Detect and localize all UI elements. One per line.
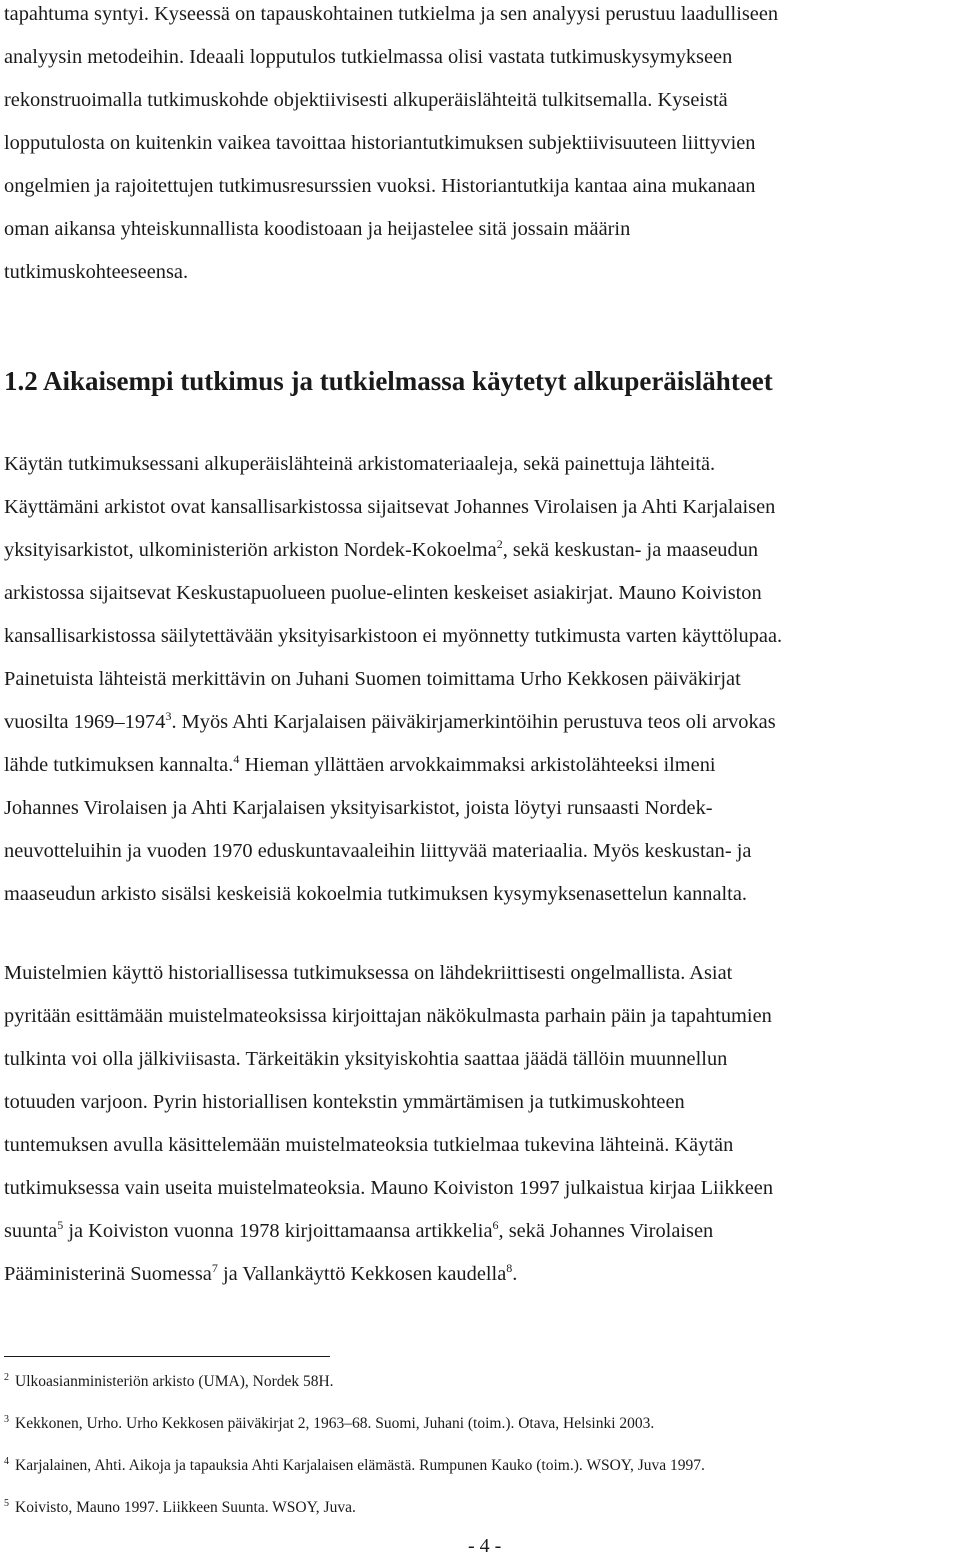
footnote-number: 5 bbox=[4, 1498, 9, 1509]
footnote-ref[interactable]: 6 bbox=[492, 1218, 499, 1232]
text-line: kansallisarkistossa säilytettävään yksityisarkistoon ei myönnetty tutkimusta varten käyttölupaa. bbox=[4, 625, 783, 647]
footnote-number: 3 bbox=[4, 1414, 9, 1425]
text-line bbox=[4, 701, 782, 744]
text-line: tapahtuma syntyi. Kyseessä on tapauskohtainen tutkielma ja sen analyysi perustuu laadulliseen bbox=[4, 3, 779, 25]
text-line: tutkimuksessa vain useita muistelmateoksia. Mauno Koiviston 1997 julkaistua kirjaa Liikkeen bbox=[4, 1177, 774, 1199]
text-line: Johannes Virolaisen ja Ahti Karjalaisen yksityisarkistot, joista löytyi runsaasti Nordek- bbox=[4, 797, 713, 819]
text-span: Hieman yllättäen arvokkaimmaksi arkistolähteeksi ilmeni bbox=[239, 754, 716, 776]
text-span: suunta bbox=[4, 1220, 58, 1242]
text-line: ongelmien ja rajoitettujen tutkimusresurssien vuoksi. Historiantutkija kantaa aina mukanaan bbox=[4, 175, 756, 197]
text-line bbox=[4, 744, 782, 787]
footnote bbox=[4, 1498, 705, 1518]
footnote-separator bbox=[4, 1356, 330, 1357]
text-line bbox=[4, 529, 782, 572]
text-line: pyritään esittämään muistelmateoksissa kirjoittajan näkökulmasta parhain päin ja tapahtumien bbox=[4, 1005, 772, 1027]
text-line: lopputulosta on kuitenkin vaikea tavoittaa historiantutkimuksen subjektiivisuuteen liittyvien bbox=[4, 132, 756, 154]
text-span: , sekä Johannes Virolaisen bbox=[498, 1220, 714, 1242]
text-span: vuosilta 1969–1974 bbox=[4, 711, 166, 733]
text-span: ja Koiviston vuonna 1978 kirjoittamaansa artikkelia bbox=[63, 1220, 493, 1242]
footnote-number: 4 bbox=[4, 1456, 9, 1467]
footnote-ref[interactable]: 5 bbox=[57, 1218, 64, 1232]
text-line: tutkimuskohteeseensa. bbox=[4, 261, 189, 283]
text-line: totuuden varjoon. Pyrin historiallisen kontekstin ymmärtämisen ja tutkimuskohteen bbox=[4, 1091, 685, 1113]
footnote-ref[interactable]: 8 bbox=[506, 1261, 513, 1275]
text-span: lähde tutkimuksen kannalta. bbox=[4, 754, 234, 776]
text-line: arkistossa sijaitsevat Keskustapuolueen puolue-elinten keskeiset asiakirjat. Mauno Koiviston bbox=[4, 582, 762, 604]
paragraph-sources bbox=[4, 443, 782, 916]
text-span: . bbox=[512, 1263, 518, 1285]
footnote-number: 2 bbox=[4, 1372, 9, 1383]
footnote bbox=[4, 1372, 705, 1392]
text-line: rekonstruoimalla tutkimuskohde objektiivisesti alkuperäislähteitä tulkitsemalla. Kyseistä bbox=[4, 89, 728, 111]
footnote bbox=[4, 1456, 705, 1476]
footnote-ref[interactable]: 4 bbox=[233, 752, 240, 766]
footnote-ref[interactable]: 3 bbox=[165, 709, 172, 723]
paragraph-intro bbox=[4, 0, 778, 294]
text-line: neuvotteluihin ja vuoden 1970 eduskuntavaaleihin liittyvää materiaalia. Myös keskustan- ja bbox=[4, 840, 752, 862]
footnote-text: Kekkonen, Urho. Urho Kekkosen päiväkirjat 2, 1963–68. Suomi, Juhani (toim.). Otava, Helsinki 2003. bbox=[15, 1415, 655, 1432]
section-heading: 1.2 Aikaisempi tutkimus ja tutkielmassa käytetyt alkuperäislähteet bbox=[4, 366, 773, 396]
footnote bbox=[4, 1414, 705, 1434]
text-line bbox=[4, 1253, 773, 1296]
text-line: Käyttämäni arkistot ovat kansallisarkistossa sijaitsevat Johannes Virolaisen ja Ahti Karjalaisen bbox=[4, 496, 776, 518]
text-line: analyysin metodeihin. Ideaali lopputulos tutkielmassa olisi vastata tutkimuskysymykseen bbox=[4, 46, 733, 68]
footnotes bbox=[4, 1372, 705, 1540]
text-line: oman aikansa yhteiskunnallista koodistoaan ja heijastelee sitä jossain määrin bbox=[4, 218, 631, 240]
text-line: Muistelmien käyttö historiallisessa tutkimuksessa on lähdekriittisesti ongelmallista. Asiat bbox=[4, 962, 733, 984]
footnote-ref[interactable]: 7 bbox=[211, 1261, 218, 1275]
text-span: Pääministerinä Suomessa bbox=[4, 1263, 212, 1285]
footnote-text: Karjalainen, Ahti. Aikoja ja tapauksia Ahti Karjalaisen elämästä. Rumpunen Kauko (toim.). WSOY, Juva 1997. bbox=[15, 1457, 705, 1474]
text-line bbox=[4, 1210, 773, 1253]
paragraph-memoirs bbox=[4, 952, 773, 1296]
text-line: tulkinta voi olla jälkiviisasta. Tärkeitäkin yksityiskohtia saattaa jäädä tällöin muunnellun bbox=[4, 1048, 728, 1070]
text-line: maaseudun arkisto sisälsi keskeisiä kokoelmia tutkimuksen kysymyksenasettelun kannalta. bbox=[4, 883, 747, 905]
text-span: yksityisarkistot, ulkoministeriön arkiston Nordek-Kokoelma bbox=[4, 539, 497, 561]
text-line: Käytän tutkimuksessani alkuperäislähteinä arkistomateriaaleja, sekä painettuja lähteitä. bbox=[4, 453, 716, 475]
page-number: - 4 - bbox=[468, 1535, 502, 1557]
text-span: , sekä keskustan- ja maaseudun bbox=[502, 539, 759, 561]
text-span: . Myös Ahti Karjalaisen päiväkirjamerkintöihin perustuva teos oli arvokas bbox=[171, 711, 776, 733]
footnote-text: Ulkoasianministeriön arkisto (UMA), Nordek 58H. bbox=[15, 1373, 334, 1390]
footnote-ref[interactable]: 2 bbox=[496, 537, 503, 551]
text-span: ja Vallankäyttö Kekkosen kaudella bbox=[217, 1263, 507, 1285]
text-line: Painetuista lähteistä merkittävin on Juhani Suomen toimittama Urho Kekkosen päiväkirjat bbox=[4, 668, 741, 690]
footnote-text: Koivisto, Mauno 1997. Liikkeen Suunta. WSOY, Juva. bbox=[15, 1499, 356, 1516]
text-line: tuntemuksen avulla käsittelemään muistelmateoksia tutkielmaa tukevina lähteinä. Käytän bbox=[4, 1134, 734, 1156]
